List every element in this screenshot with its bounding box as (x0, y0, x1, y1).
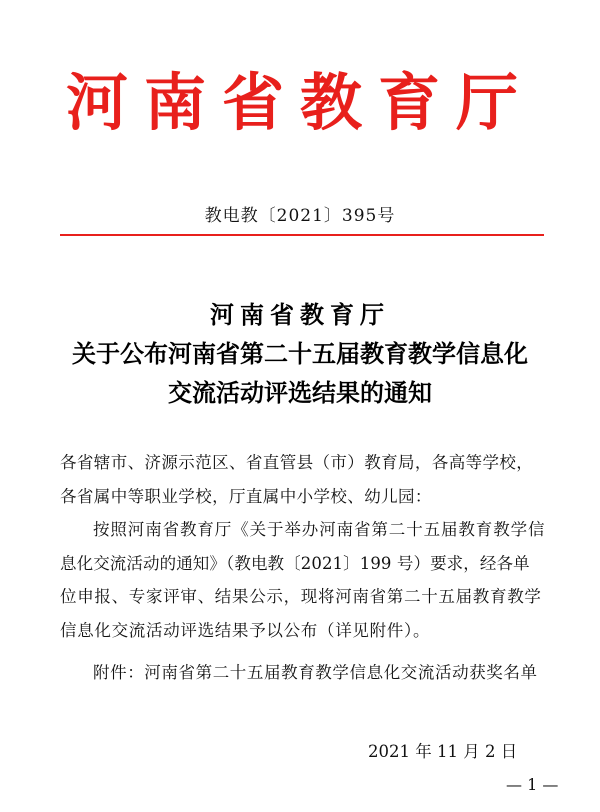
title-line-1: 河南省教育厅 (210, 301, 390, 329)
document-number: 教电教〔2021〕395号 (204, 206, 396, 226)
letterhead-red-rule (60, 234, 544, 236)
attachment-line: 附件：河南省第二十五届教育教学信息化交流活动获奖名单 (93, 663, 538, 682)
paragraph-line-2: 息化交流活动的通知》（教电教〔2021〕199 号）要求，经各单 (60, 554, 530, 573)
paragraph-line-4: 信息化交流活动评选结果予以公布（详见附件）。 (60, 621, 431, 640)
paragraph-line-1: 按照河南省教育厅《关于举办河南省第二十五届教育教学信 (93, 520, 546, 539)
letterhead-agency-name: 河南省教育厅 (65, 66, 534, 139)
document-date: 2021 年 11 月 2 日 (368, 742, 518, 761)
title-line-2: 关于公布河南省第二十五届教育教学信息化 (72, 340, 528, 368)
paragraph-line-3: 位申报、专家评审、结果公示，现将河南省第二十五届教育教学 (60, 587, 542, 606)
page-number: — 1 — (506, 775, 559, 794)
title-line-3: 交流活动评选结果的通知 (168, 379, 432, 407)
recipients-line-2: 各省属中等职业学校，厅直属中小学校、幼儿园： (60, 487, 432, 506)
recipients-line-1: 各省辖市、济源示范区、省直管县（市）教育局，各高等学校， (60, 453, 534, 472)
